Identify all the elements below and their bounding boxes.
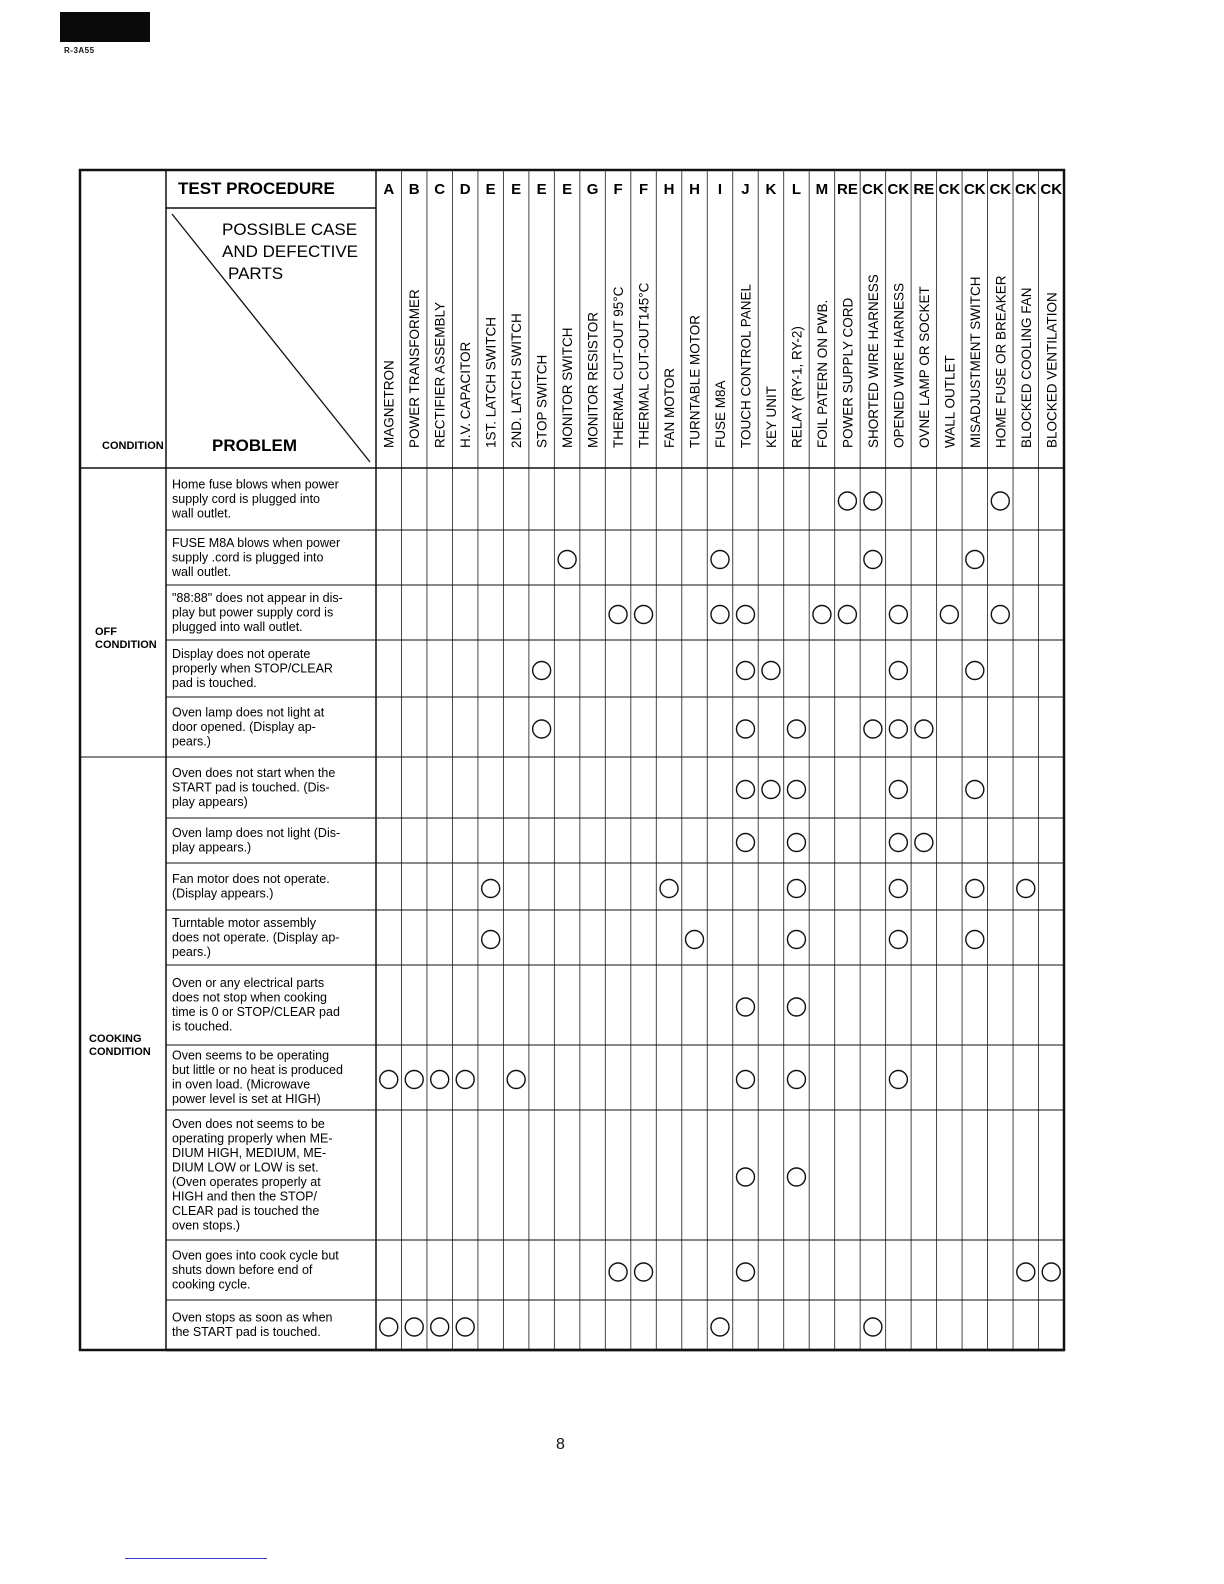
problem-text: Oven does not start when the [172, 765, 336, 780]
possible-cause-mark [889, 662, 907, 680]
column-part-name: RECTIFIER ASSEMBLY [432, 301, 448, 448]
problem-label: PROBLEM [212, 436, 297, 455]
column-part-name: RELAY (RY-1, RY-2) [789, 326, 805, 448]
problem-text: START pad is touched. (Dis- [172, 780, 330, 795]
problem-text: pears.) [172, 734, 211, 749]
column-part-name: 1ST. LATCH SWITCH [483, 316, 499, 448]
column-part-name: BLOCKED COOLING FAN [1018, 287, 1034, 448]
possible-cause-mark [787, 931, 805, 949]
problem-text: Oven seems to be operating [172, 1048, 330, 1063]
column-part-name: WALL OUTLET [942, 355, 958, 448]
possible-cause-mark [787, 781, 805, 799]
column-code: CK [989, 181, 1012, 198]
possible-cause-mark [940, 606, 958, 624]
column-part-name: FOIL PATERN ON PWB. [814, 299, 830, 448]
possible-cause-mark [864, 492, 882, 510]
possible-cause-mark [813, 606, 831, 624]
possible-cause-mark [609, 1263, 627, 1281]
column-code: B [408, 181, 420, 198]
footer-rule [125, 1558, 267, 1559]
column-part-name: THERMAL CUT-OUT145°C [636, 282, 652, 448]
problem-text: Oven stops as soon as when [172, 1310, 333, 1325]
column-part-name: OVNE LAMP OR SOCKET [916, 286, 932, 448]
possible-cause-mark [889, 1071, 907, 1089]
problem-text: wall outlet. [172, 564, 232, 579]
possible-cause-mark [380, 1071, 398, 1089]
column-code: L [791, 181, 802, 198]
possible-cause-mark [711, 551, 729, 569]
problem-text: properly when STOP/CLEAR [172, 661, 333, 676]
column-code: M [815, 181, 829, 198]
column-part-name: TOUCH CONTROL PANEL [738, 283, 754, 448]
column-part-name: MISADJUSTMENT SWITCH [967, 276, 983, 448]
possible-cause-mark [711, 606, 729, 624]
possible-cause-mark [787, 880, 805, 898]
column-part-name: HOME FUSE OR BREAKER [993, 275, 1009, 448]
problem-text: HIGH and then the STOP/ [172, 1189, 317, 1204]
column-code: CK [887, 181, 910, 198]
column-part-name: THERMAL CUT-OUT 95°C [611, 286, 627, 448]
possible-cause-mark [736, 1071, 754, 1089]
column-part-name: KEY UNIT [763, 385, 779, 448]
problem-text: operating properly when ME- [172, 1131, 333, 1146]
problem-text: pad is touched. [172, 675, 257, 690]
possible-cause-mark [787, 1168, 805, 1186]
possible-cause-mark [889, 720, 907, 738]
column-code: C [434, 181, 446, 198]
possible-cause-mark [736, 781, 754, 799]
possible-cause-mark [838, 492, 856, 510]
possible-cause-mark [736, 1168, 754, 1186]
possible-cause-mark [966, 662, 984, 680]
problem-text: play but power supply cord is [172, 605, 334, 620]
problem-text: does not operate. (Display ap- [172, 930, 340, 945]
possible-cause-mark [635, 1263, 653, 1281]
column-code: E [536, 181, 547, 198]
column-code: CK [1040, 181, 1063, 198]
problem-text: pears.) [172, 944, 211, 959]
problem-text: Oven does not seems to be [172, 1117, 325, 1131]
problem-text: in oven load. (Microwave [172, 1077, 311, 1092]
column-code: A [383, 181, 395, 198]
possible-cause-mark [533, 720, 551, 738]
off-condition-label: CONDITION [95, 639, 157, 651]
column-part-name: POWER SUPPLY CORD [840, 297, 856, 448]
problem-text: cooking cycle. [172, 1277, 251, 1292]
problem-text: shuts down before end of [172, 1262, 313, 1277]
possible-cause-mark [482, 880, 500, 898]
problem-text: FUSE M8A blows when power [172, 535, 341, 550]
column-part-name: FAN MOTOR [662, 367, 678, 448]
possible-cause-mark [966, 781, 984, 799]
column-part-name: OPENED WIRE HARNESS [891, 282, 907, 448]
problem-text: Fan motor does not operate. [172, 872, 330, 886]
possible-cause-mark [787, 834, 805, 852]
possible-cause-mark [915, 720, 933, 738]
possible-cause-mark [558, 551, 576, 569]
problem-text: oven stops.) [172, 1218, 241, 1233]
possible-case-label: POSSIBLE CASE [222, 220, 358, 239]
column-code: E [485, 181, 496, 198]
possible-cause-mark [405, 1071, 423, 1089]
possible-cause-mark [736, 998, 754, 1016]
problem-text: Turntable motor assembly [172, 915, 317, 930]
possible-cause-mark [864, 551, 882, 569]
problem-text: supply .cord is plugged into [172, 550, 324, 565]
possible-cause-mark [660, 880, 678, 898]
possible-cause-mark [736, 1263, 754, 1281]
column-part-name: MONITOR RESISTOR [585, 311, 601, 448]
possible-cause-mark [431, 1318, 449, 1336]
possible-cause-mark [991, 492, 1009, 510]
page-number: 8 [556, 1436, 565, 1453]
column-part-name: SHORTED WIRE HARNESS [865, 274, 881, 448]
possible-cause-mark [762, 662, 780, 680]
column-code: RE [913, 181, 935, 198]
problem-text: Oven or any electrical parts [172, 976, 325, 990]
column-part-name: TURNTABLE MOTOR [687, 314, 703, 448]
possible-cause-mark [787, 720, 805, 738]
column-code: CK [938, 181, 961, 198]
possible-cause-mark [736, 662, 754, 680]
possible-cause-mark [736, 834, 754, 852]
column-part-name: MAGNETRON [381, 360, 397, 448]
column-part-name: 2ND. LATCH SWITCH [509, 313, 525, 448]
possible-cause-mark [405, 1318, 423, 1336]
column-code: F [613, 181, 623, 198]
possible-cause-mark [431, 1071, 449, 1089]
possible-cause-mark [762, 781, 780, 799]
possible-cause-mark [736, 720, 754, 738]
cooking-condition-label: CONDITION [89, 1046, 151, 1058]
possible-cause-mark [889, 931, 907, 949]
problem-text: door opened. (Display ap- [172, 719, 316, 734]
column-part-name: STOP SWITCH [534, 354, 550, 448]
possible-cause-mark [635, 606, 653, 624]
condition-label: CONDITION [102, 440, 164, 452]
possible-case-label: PARTS [228, 264, 284, 283]
possible-cause-mark [1017, 880, 1035, 898]
possible-cause-mark [787, 1071, 805, 1089]
column-code: E [562, 181, 573, 198]
possible-cause-mark [889, 880, 907, 898]
column-code: H [689, 181, 700, 198]
possible-cause-mark [456, 1071, 474, 1089]
possible-cause-mark [533, 662, 551, 680]
column-code: F [638, 181, 649, 198]
off-condition-label: OFF [95, 626, 117, 638]
possible-case-label: AND DEFECTIVE [222, 242, 359, 261]
problem-text: DIUM HIGH, MEDIUM, ME- [172, 1146, 327, 1160]
column-part-name: POWER TRANSFORMER [407, 289, 423, 448]
problem-text: Home fuse blows when power [172, 477, 339, 492]
model-number: R-3A55 [64, 46, 95, 55]
possible-cause-mark [482, 931, 500, 949]
possible-cause-mark [966, 931, 984, 949]
column-code: H [663, 181, 675, 198]
problem-text: "88:88" does not appear in dis- [172, 590, 343, 605]
possible-cause-mark [507, 1071, 525, 1089]
possible-cause-mark [991, 606, 1009, 624]
possible-cause-mark [609, 606, 627, 624]
problem-text: plugged into wall outlet. [172, 619, 303, 634]
test-procedure-label: TEST PROCEDURE [178, 179, 335, 198]
problem-text: DIUM LOW or LOW is set. [172, 1160, 319, 1175]
problem-text: wall outlet. [172, 506, 232, 521]
problem-text: (Display appears.) [172, 886, 274, 901]
problem-text: supply cord is plugged into [172, 491, 321, 506]
possible-cause-mark [966, 880, 984, 898]
possible-cause-mark [686, 931, 704, 949]
column-code: CK [1014, 181, 1037, 198]
possible-cause-mark [864, 720, 882, 738]
column-code: G [586, 181, 599, 198]
possible-cause-mark [889, 606, 907, 624]
column-part-name: FUSE M8A [713, 380, 728, 448]
possible-cause-mark [966, 551, 984, 569]
possible-cause-mark [889, 781, 907, 799]
problem-text: Display does not operate [172, 646, 311, 661]
possible-cause-mark [787, 998, 805, 1016]
column-code: CK [963, 181, 986, 198]
problem-text: time is 0 or STOP/CLEAR pad [172, 1005, 340, 1019]
column-part-name: MONITOR SWITCH [560, 327, 576, 448]
problem-text: the START pad is touched. [172, 1325, 321, 1339]
problem-text: play appears) [172, 794, 248, 809]
column-code: RE [836, 181, 858, 198]
possible-cause-mark [864, 1318, 882, 1336]
problem-text: Oven goes into cook cycle but [172, 1248, 339, 1263]
possible-cause-mark [1042, 1263, 1060, 1281]
problem-text: play appears.) [172, 840, 252, 855]
column-code: I [717, 181, 723, 198]
column-code: E [511, 181, 522, 198]
column-part-name: BLOCKED VENTILATION [1044, 292, 1060, 448]
problem-text: does not stop when cooking [172, 990, 327, 1005]
possible-cause-mark [915, 834, 933, 852]
problem-text: (Oven operates properly at [172, 1175, 321, 1189]
possible-cause-mark [838, 606, 856, 624]
column-code: J [741, 181, 750, 198]
problem-text: power level is set at HIGH) [172, 1092, 321, 1106]
problem-text: but little or no heat is produced [172, 1063, 343, 1077]
column-code: CK [862, 181, 884, 198]
possible-cause-mark [380, 1318, 398, 1336]
column-code: D [459, 181, 471, 198]
problem-text: Oven lamp does not light at [172, 705, 325, 720]
column-code: K [765, 181, 777, 198]
possible-cause-mark [1017, 1263, 1035, 1281]
problem-text: CLEAR pad is touched the [172, 1204, 320, 1218]
cooking-condition-label: COOKING [89, 1033, 142, 1045]
problem-text: Oven lamp does not light (Dis- [172, 826, 341, 840]
column-part-name: H.V. CAPACITOR [458, 341, 474, 448]
possible-cause-mark [736, 606, 754, 624]
problem-text: is touched. [172, 1019, 233, 1034]
possible-cause-mark [711, 1318, 729, 1336]
possible-cause-mark [889, 834, 907, 852]
possible-cause-mark [456, 1318, 474, 1336]
